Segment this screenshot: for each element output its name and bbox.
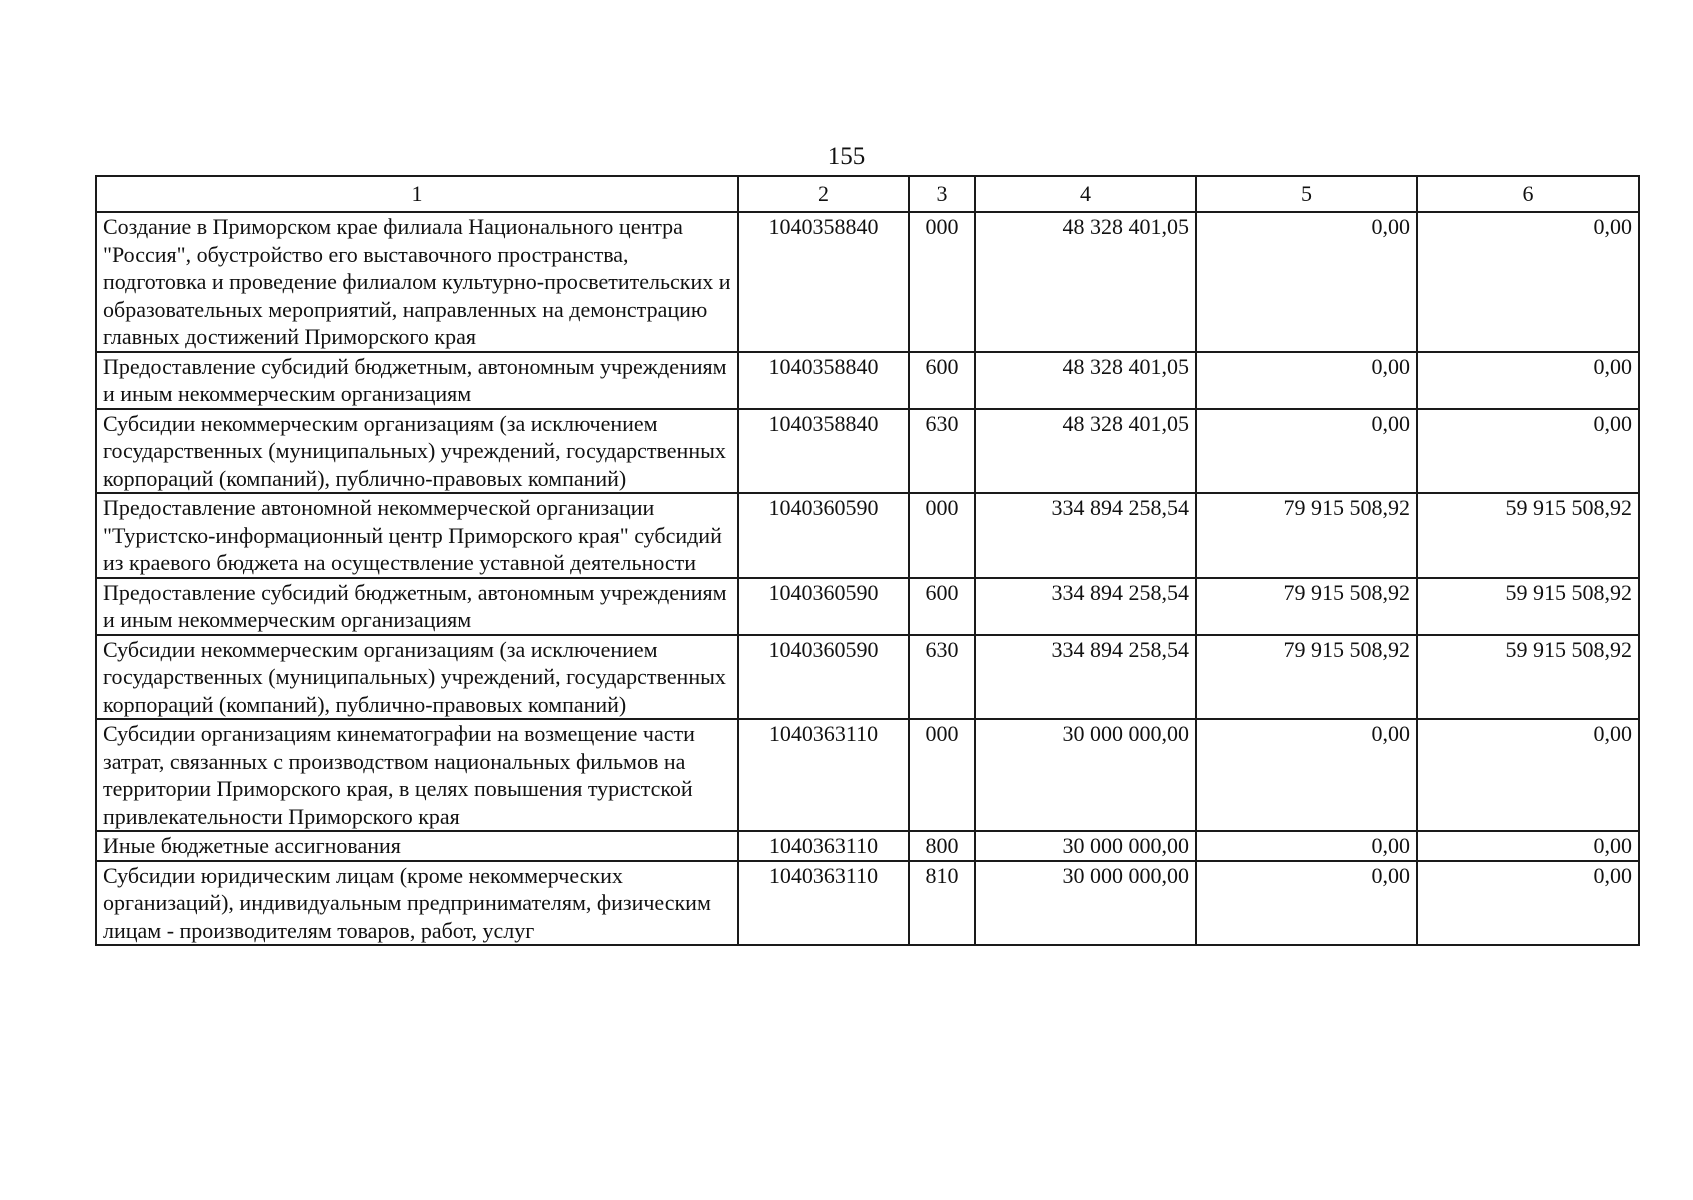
row-amount-6: 59 915 508,92 bbox=[1417, 493, 1639, 578]
row-amount-6: 0,00 bbox=[1417, 861, 1639, 946]
row-amount-6: 0,00 bbox=[1417, 352, 1639, 409]
row-code: 1040358840 bbox=[738, 212, 909, 352]
row-code: 1040358840 bbox=[738, 409, 909, 494]
row-amount-5: 0,00 bbox=[1196, 719, 1417, 831]
row-amount-5: 0,00 bbox=[1196, 831, 1417, 861]
header-col-4: 4 bbox=[975, 176, 1196, 212]
row-code: 1040358840 bbox=[738, 352, 909, 409]
row-amount-4: 334 894 258,54 bbox=[975, 578, 1196, 635]
row-name: Иные бюджетные ассигнования bbox=[96, 831, 738, 861]
row-code: 1040360590 bbox=[738, 493, 909, 578]
page-number: 155 bbox=[827, 143, 866, 170]
row-code: 1040363110 bbox=[738, 719, 909, 831]
row-name: Субсидии некоммерческим организациям (за исключением государственных (муниципальных) учреждений, государственных корпораций (компаний), публично-правовых компаний) bbox=[96, 409, 738, 494]
table-row bbox=[96, 719, 1639, 831]
row-amount-4: 334 894 258,54 bbox=[975, 635, 1196, 720]
table-row bbox=[96, 409, 1639, 494]
row-amount-5: 0,00 bbox=[1196, 212, 1417, 352]
row-kind: 810 bbox=[909, 861, 975, 946]
row-name: Предоставление субсидий бюджетным, автономным учреждениям и иным некоммерческим организациям bbox=[96, 578, 738, 635]
row-amount-6: 59 915 508,92 bbox=[1417, 578, 1639, 635]
table-row bbox=[96, 493, 1639, 578]
row-name: Предоставление автономной некоммерческой организации "Туристско-информационный центр Приморского края" субсидий из краевого бюджета на осуществление уставной деятельности bbox=[96, 493, 738, 578]
row-kind: 630 bbox=[909, 635, 975, 720]
row-kind: 800 bbox=[909, 831, 975, 861]
row-amount-5: 79 915 508,92 bbox=[1196, 635, 1417, 720]
row-kind: 600 bbox=[909, 578, 975, 635]
row-amount-4: 30 000 000,00 bbox=[975, 861, 1196, 946]
table-row bbox=[96, 635, 1639, 720]
budget-table bbox=[95, 175, 1640, 946]
row-amount-4: 48 328 401,05 bbox=[975, 212, 1196, 352]
row-code: 1040360590 bbox=[738, 578, 909, 635]
row-code: 1040360590 bbox=[738, 635, 909, 720]
row-amount-4: 48 328 401,05 bbox=[975, 352, 1196, 409]
table-row bbox=[96, 831, 1639, 861]
row-name: Субсидии некоммерческим организациям (за исключением государственных (муниципальных) учреждений, государственных корпораций (компаний), публично-правовых компаний) bbox=[96, 635, 738, 720]
row-amount-6: 0,00 bbox=[1417, 719, 1639, 831]
row-name: Предоставление субсидий бюджетным, автономным учреждениям и иным некоммерческим организациям bbox=[96, 352, 738, 409]
row-amount-5: 0,00 bbox=[1196, 861, 1417, 946]
table-row bbox=[96, 578, 1639, 635]
row-amount-5: 79 915 508,92 bbox=[1196, 493, 1417, 578]
row-amount-4: 30 000 000,00 bbox=[975, 831, 1196, 861]
row-kind: 600 bbox=[909, 352, 975, 409]
row-code: 1040363110 bbox=[738, 831, 909, 861]
row-kind: 000 bbox=[909, 493, 975, 578]
row-code: 1040363110 bbox=[738, 861, 909, 946]
table-row bbox=[96, 861, 1639, 946]
row-kind: 000 bbox=[909, 212, 975, 352]
row-name: Субсидии организациям кинематографии на возмещение части затрат, связанных с производством национальных фильмов на территории Приморского края, в целях повышения туристской привлекательности Приморского края bbox=[96, 719, 738, 831]
row-amount-6: 0,00 bbox=[1417, 409, 1639, 494]
row-amount-6: 0,00 bbox=[1417, 831, 1639, 861]
row-name: Субсидии юридическим лицам (кроме некоммерческих организаций), индивидуальным предпринимателям, физическим лицам - производителям товаров, работ, услуг bbox=[96, 861, 738, 946]
row-amount-4: 334 894 258,54 bbox=[975, 493, 1196, 578]
row-kind: 630 bbox=[909, 409, 975, 494]
row-name: Создание в Приморском крае филиала Национального центра "Россия", обустройство его выставочного пространства, подготовка и проведение филиалом культурно-просветительских и образовательных мероприятий, направленных на демонстрацию главных достижений Приморского края bbox=[96, 212, 738, 352]
table-row bbox=[96, 212, 1639, 352]
header-col-1: 1 bbox=[96, 176, 738, 212]
row-amount-6: 0,00 bbox=[1417, 212, 1639, 352]
header-row bbox=[96, 176, 1639, 212]
row-amount-4: 48 328 401,05 bbox=[975, 409, 1196, 494]
header-col-3: 3 bbox=[909, 176, 975, 212]
row-amount-4: 30 000 000,00 bbox=[975, 719, 1196, 831]
header-col-2: 2 bbox=[738, 176, 909, 212]
row-kind: 000 bbox=[909, 719, 975, 831]
row-amount-6: 59 915 508,92 bbox=[1417, 635, 1639, 720]
table-row bbox=[96, 352, 1639, 409]
row-amount-5: 79 915 508,92 bbox=[1196, 578, 1417, 635]
row-amount-5: 0,00 bbox=[1196, 409, 1417, 494]
header-col-5: 5 bbox=[1196, 176, 1417, 212]
header-col-6: 6 bbox=[1417, 176, 1639, 212]
row-amount-5: 0,00 bbox=[1196, 352, 1417, 409]
